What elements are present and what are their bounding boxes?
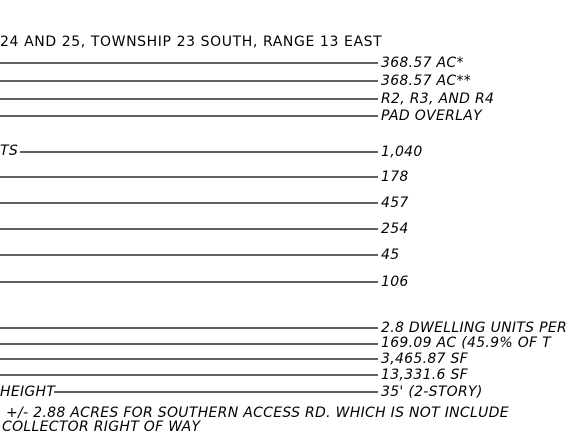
row-label-height: HEIGHT <box>0 384 56 400</box>
value-units-b: 457 <box>381 195 409 211</box>
footnote-line-1: +/- 2.88 ACRES FOR SOUTHERN ACCESS RD. WHICH IS NOT INCLUDE <box>6 405 509 421</box>
value-units-c: 254 <box>381 221 409 237</box>
value-overlay: PAD OVERLAY <box>381 108 482 124</box>
value-density: 2.8 DWELLING UNITS PER <box>381 320 568 336</box>
value-max-lot: 13,331.6 SF <box>381 367 469 383</box>
value-total-area: 368.57 AC* <box>381 55 464 71</box>
value-height: 35' (2-STORY) <box>381 384 483 400</box>
value-net-area: 368.57 AC** <box>381 73 472 89</box>
value-units-e: 106 <box>381 274 409 290</box>
value-units-a: 178 <box>381 169 409 185</box>
header-location-text: 24 AND 25, TOWNSHIP 23 SOUTH, RANGE 13 EAST <box>0 34 383 50</box>
value-open-space: 169.09 AC (45.9% OF T <box>381 335 551 351</box>
value-units-d: 45 <box>381 247 400 263</box>
footnote-line-2: COLLECTOR RIGHT OF WAY <box>2 419 201 435</box>
value-total-units: 1,040 <box>381 144 423 160</box>
value-zoning: R2, R3, AND R4 <box>381 91 495 107</box>
row-label-units: TS <box>0 143 19 159</box>
value-min-lot: 3,465.87 SF <box>381 351 469 367</box>
